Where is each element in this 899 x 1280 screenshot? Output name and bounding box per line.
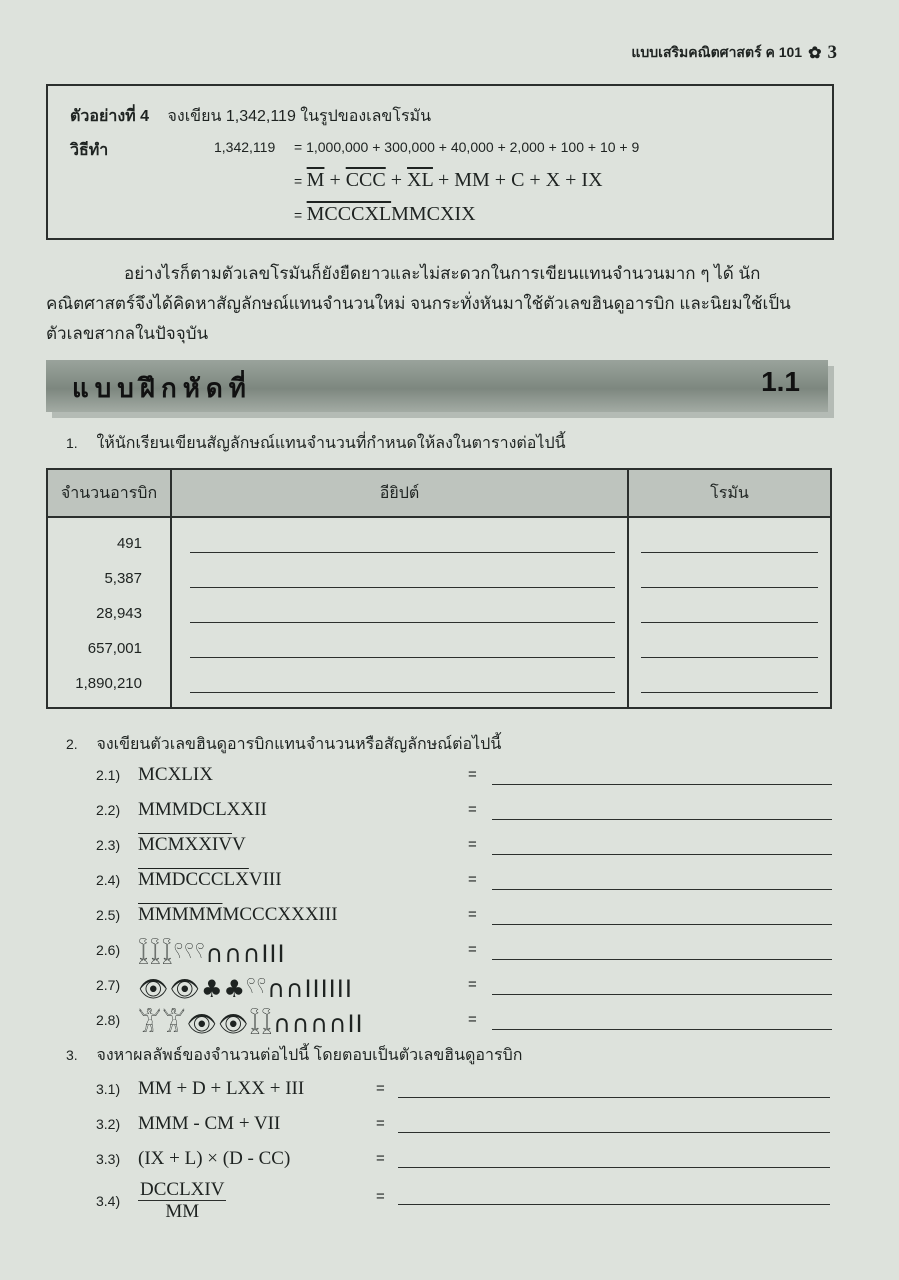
egyptian-expression: 𓀠𓀠👁👁𓆼𓆼∩∩∩∩II [138,1010,364,1038]
roman-answer-line[interactable] [641,534,818,553]
equals-sign: = [468,941,477,958]
example-line3: = MCCCXLMMCXIX [294,203,476,225]
roman-expression: MMMDCLXXII [138,799,267,820]
q2-text: จงเขียนตัวเลขฮินดูอารบิกแทนจำนวนหรือสัญลักษณ์ต่อไปนี้ [96,736,502,753]
q3-item: 3.3) (IX + L) × (D - CC) [96,1148,291,1169]
roman-answer-line[interactable] [641,604,818,623]
q2-item: 2.6) 𓆼𓆼𓆼𓍢𓍢𓍢∩∩∩III [96,935,836,965]
equals-sign: = [468,801,477,818]
fraction [138,1180,226,1223]
q2-item: 2.8) 𓀠𓀠👁👁𓆼𓆼∩∩∩∩II [96,1005,836,1035]
exercise-number: 1.1 [761,366,800,397]
answer-line[interactable] [492,959,832,960]
egyptian-answer-line[interactable] [190,569,615,588]
q2-item: 2.3) $\overline{MCM}\overline{XX}\overline{IV}V$ [96,834,246,855]
question-3 [66,1043,522,1068]
answer-line[interactable] [492,889,832,890]
q2-item: 2.2) MMMDCLXXII [96,799,267,820]
answer-line[interactable] [398,1167,830,1168]
page-header [631,42,837,64]
question-1 [66,431,566,456]
header-title: แบบเสริมคณิตศาสตร์ ค 101 [631,44,803,60]
fraction-numerator: DCCLXIV [140,1178,225,1200]
q3-item: 3.4) DCCLXIV MM [96,1178,225,1222]
roman-expression: (IX + L) × (D - CC) [138,1148,291,1169]
roman-expression: MMDCCCLXVIII [138,869,282,890]
roman-answer-line[interactable] [641,674,818,693]
answer-line[interactable] [492,819,832,820]
q3-item: 3.2) MMM - CM + VII [96,1113,281,1134]
roman-expression: MMM - CM + VII [138,1113,281,1134]
equals-sign: = [468,766,477,783]
method-label: วิธีทำ [70,142,109,159]
roman-expression: MM + D + LXX + III [138,1078,305,1099]
paragraph-line1: อย่างไรก็ตามตัวเลขโรมันก็ยังยืดยาวและไม่สะดวกในการเขียนแทนจำนวนมาก ๆ ได้ นัก [124,264,761,283]
q3-text: จงหาผลลัพธ์ของจำนวนต่อไปนี้ โดยตอบเป็นตัวเลขฮินดูอารบิก [96,1047,523,1064]
page-number: 3 [827,42,837,63]
equals-sign: = [376,1150,385,1167]
fraction-denominator: MM [165,1200,200,1222]
q1-text: ให้นักเรียนเขียนสัญลักษณ์แทนจำนวนที่กำหนดให้ลงในตารางต่อไปนี้ [96,435,566,452]
roman-expression: $\overline{MCM}\overline{XX}\overline{IV}V$ [138,834,246,855]
q2-item: 2.1) MCXLIX [96,764,213,785]
table-row: 1,890,210 [47,666,831,701]
answer-line[interactable] [398,1132,830,1133]
roman-answer-line[interactable] [641,569,818,588]
egyptian-answer-line[interactable] [190,639,615,658]
example-label: ตัวอย่างที่ 4 [70,108,150,125]
q2-number: 2. [66,736,78,752]
paragraph-line2: คณิตศาสตร์จึงได้คิดหาสัญลักษณ์แทนจำนวนใหม่ จนกระทั่งหันมาใช้ตัวเลขฮินดูอารบิก และนิยมใช้เป็น [46,294,791,313]
answer-line[interactable] [492,854,832,855]
paragraph-line3: ตัวเลขสากลในปัจจุบัน [46,324,209,343]
equals-sign: = [468,1011,477,1028]
egyptian-expression: 👁👁♣♣𓍢𓍢∩∩IIIIII [138,975,353,1003]
answer-line[interactable] [492,994,832,995]
col-roman: โรมัน [628,469,831,517]
answer-line[interactable] [492,1029,832,1030]
table-row: 5,387 [47,561,831,596]
col-arabic: จำนวนอารบิก [47,469,171,517]
answer-line[interactable] [398,1204,830,1205]
q3-item: 3.1) MM + D + LXX + III [96,1078,305,1099]
col-egyptian: อียิปต์ [171,469,628,517]
question-2 [66,732,501,757]
answer-line[interactable] [492,924,832,925]
q3-number: 3. [66,1047,78,1063]
example-line1: = 1,000,000 + 300,000 + 40,000 + 2,000 + 100 + 10 + 9 [294,139,640,155]
roman-expression: MCXLIX [138,764,213,785]
q2-item: 2.7) 👁👁♣♣𓍢𓍢∩∩IIIIII [96,970,836,1000]
equals-sign: = [468,871,477,888]
example-number: 1,342,119 [214,139,276,155]
q2-item: 2.5) MMMMMMCCCXXXIII [96,904,338,925]
example-prompt: จงเขียน 1,342,119 ในรูปของเลขโรมัน [167,108,432,125]
exercise-banner [46,360,828,412]
equals-sign: = [376,1188,385,1205]
egyptian-expression: 𓆼𓆼𓆼𓍢𓍢𓍢∩∩∩III [138,940,286,968]
example-line2: = $\overline{M} + \overline{CCC} + \overline{XL}$ + MM + C + X + IX [294,169,603,191]
table-row: 491 [47,526,831,561]
answer-line[interactable] [492,784,832,785]
q1-number: 1. [66,435,78,451]
equals-sign: = [376,1080,385,1097]
roman-answer-line[interactable] [641,639,818,658]
equals-sign: = [468,906,477,923]
example-box [46,84,834,240]
egyptian-answer-line[interactable] [190,674,615,693]
table-row: 28,943 [47,596,831,631]
equals-sign: = [376,1115,385,1132]
equals-sign: = [468,976,477,993]
flower-icon: ✿ [808,45,822,62]
equals-sign: = [468,836,477,853]
q2-item: 2.4) MMDCCCLXVIII [96,869,282,890]
egyptian-answer-line[interactable] [190,534,615,553]
answer-line[interactable] [398,1097,830,1098]
roman-expression: MMMMMMCCCXXXIII [138,904,338,925]
answer-table [46,468,832,709]
table-row: 657,001 [47,631,831,666]
egyptian-answer-line[interactable] [190,604,615,623]
exercise-title: แบบฝึกหัดที่ [72,373,252,403]
